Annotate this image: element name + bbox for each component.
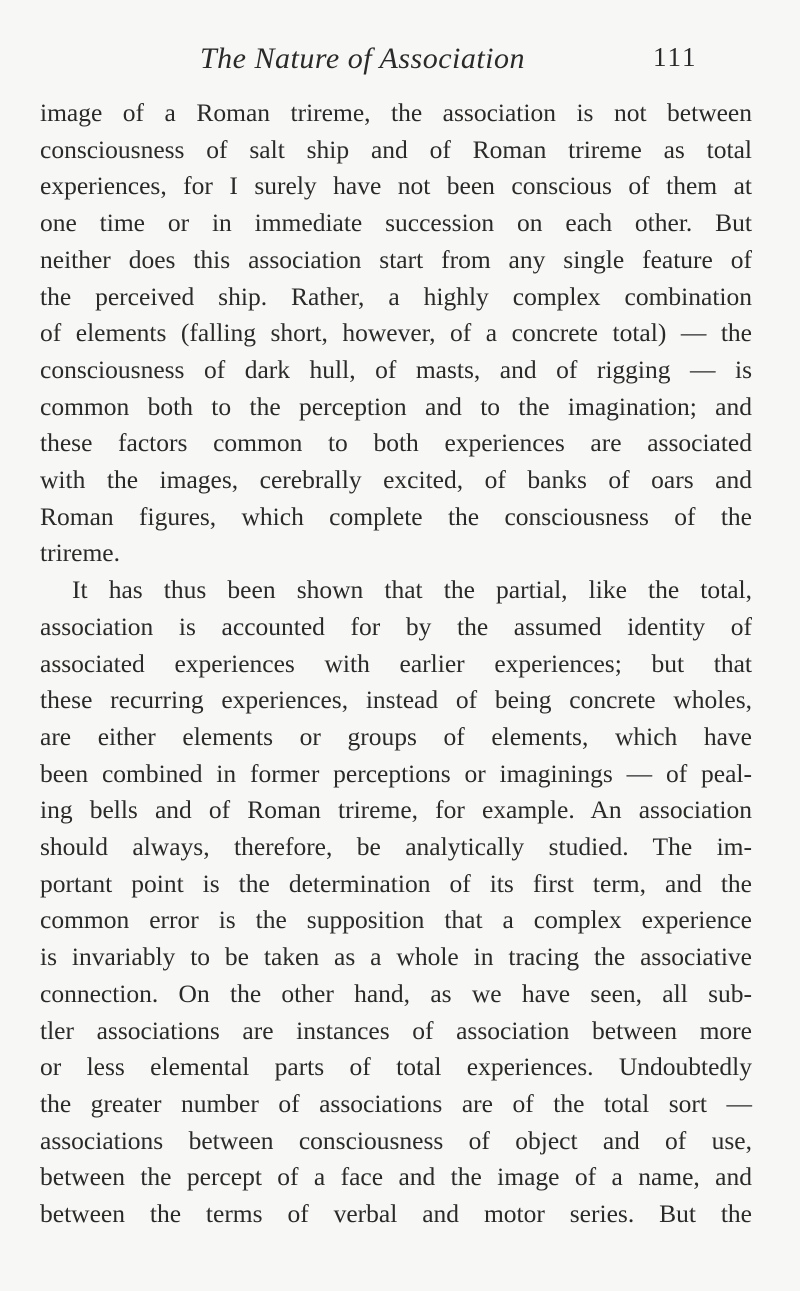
text-line: image of a Roman trireme, the association is not between	[40, 98, 752, 127]
text-line: connection. On the other hand, as we have seen, all sub-	[40, 978, 752, 1008]
text-line: these recurring experiences, instead of being concrete wholes,	[40, 685, 752, 715]
text-line: trireme.	[40, 538, 120, 568]
text-line: experiences, for I surely have not been conscious of them at	[40, 171, 752, 201]
running-head	[0, 42, 800, 82]
text-line: associated experiences with earlier experiences; but that	[40, 648, 752, 678]
text-line: tler associations are instances of association between more	[40, 1015, 752, 1045]
text-line: portant point is the determination of its first term, and the	[40, 868, 752, 898]
paragraph-first-line: It has thus been shown that the partial, like the total,	[72, 575, 752, 605]
text-line: with the images, cerebrally excited, of banks of oars and	[40, 465, 752, 495]
text-line: association is accounted for by the assumed identity of	[40, 611, 752, 641]
text-line: associations between consciousness of object and of use,	[40, 1125, 752, 1155]
text-line: common both to the perception and to the imagination; and	[40, 391, 752, 421]
text-line: ing bells and of Roman trireme, for example. An association	[40, 795, 752, 825]
text-line: these factors common to both experiences are associated	[40, 428, 752, 458]
text-line: been combined in former perceptions or imaginings — of peal-	[40, 758, 752, 788]
text-line: common error is the supposition that a complex experience	[40, 905, 752, 935]
text-line: between the percept of a face and the image of a name, and	[40, 1162, 752, 1192]
running-title: The Nature of Association	[200, 42, 526, 75]
text-line: the perceived ship. Rather, a highly complex combination	[40, 281, 752, 311]
text-line: are either elements or groups of elements, which have	[40, 721, 752, 751]
text-line: one time or in immediate succession on each other. But	[40, 208, 752, 238]
text-line: neither does this association start from any single feature of	[40, 244, 752, 274]
text-line: between the terms of verbal and motor series. But the	[40, 1199, 752, 1229]
text-line: is invariably to be taken as a whole in tracing the associative	[40, 942, 752, 972]
text-line: consciousness of dark hull, of masts, and of rigging — is	[40, 354, 752, 384]
text-line: or less elemental parts of total experiences. Undoubtedly	[40, 1052, 752, 1082]
text-line: of elements (falling short, however, of a concrete total) — the	[40, 318, 752, 348]
text-line: the greater number of associations are of the total sort —	[40, 1088, 752, 1118]
text-line: should always, therefore, be analytically studied. The im-	[40, 832, 752, 862]
text-line: Roman figures, which complete the consciousness of the	[40, 501, 752, 531]
text-line: consciousness of salt ship and of Roman trireme as total	[40, 134, 752, 164]
body-text	[40, 95, 752, 1233]
page-number: 111	[653, 42, 698, 72]
